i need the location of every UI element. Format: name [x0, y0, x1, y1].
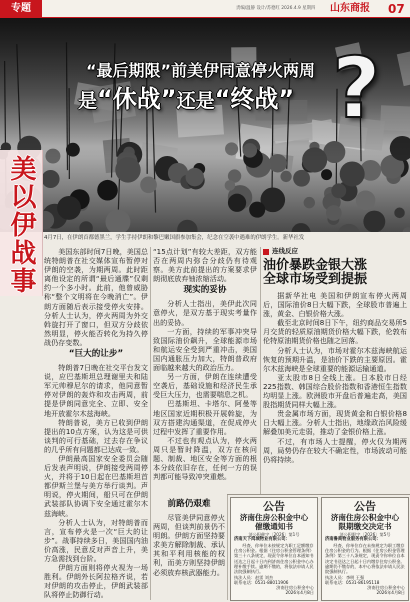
article-paragraph: 伊朗方面则将停火视为一场胜利。伊朗外长阿拉格齐说，若对伊朗的攻击停止，伊朗武装部队将停止防御行动。: [44, 563, 148, 599]
notice-contact: 执法人员：李明 王强: [325, 574, 365, 580]
notice-addressee: 济南鲁商物业服务有限公司：: [325, 537, 381, 543]
photo-crowd-shape: [186, 168, 204, 186]
sidebar-paragraph: 不过，有市场人士提醒，停火仅为期两周，局势仍存在较大不确定性，市场波动可能仍将持续。: [263, 436, 407, 464]
series-banner: [0, 150, 43, 296]
photo-crowd-shape: [280, 171, 291, 182]
notice-body: 经查，你单位未按规定为职工足额缴存住房公积金。根据《住房公积金管理条例》第三十八条规定，现责令你单位自本通知书送达之日起十日内到济南住房公积金中心办理补缴手续。逾期不缴的，将依法申请人民法院强制执行。: [234, 542, 314, 575]
photo-caption: 4月7日，在伊朗首都德黑兰，学生手持伊朗和黎巴嫩国旗参加集会，纪念在空袭中遇难的伊朗学生。新华社发: [44, 235, 305, 241]
photo-crowd-shape: [363, 211, 385, 232]
sidebar-paragraph: 亚太股市8日全线上涨。日本股市日经225指数、韩国综合股价指数和香港恒生指数均明显上涨。欧洲股市开盘后普遍走高，美国股指期货同样大幅上涨。: [263, 372, 407, 410]
headline-word-xiuzhan: “休战”: [97, 85, 177, 113]
article-paragraph-continued: “15点计划”有较大差距，双方能否在两周内弥合分歧仍有待观察。美方此前提出的方案要求伊朗彻底放弃铀浓缩活动。: [153, 247, 257, 284]
notice-number: 济公积催字〔2026〕第1号: [248, 531, 300, 537]
news-photo: [0, 18, 410, 232]
sidebar-paragraph: 据新华社电 美国和伊朗宣布停火两周后，国际油价8日大幅下跌，全球股市普遍上涨，黄金、白银价格大涨。: [263, 291, 407, 319]
photo-crowd-shape: [228, 194, 246, 212]
article-paragraph: 伊朗最高国家安全委员会随后发表声明说，伊朗接受两周停火，并将于10日起在巴基斯坦首都伊斯兰堡与美方举行谈判。声明说，停火期间，船只可在伊朗武装部队协调下安全通过霍尔木兹海峡。: [44, 453, 148, 518]
notice-deadline-decision: [321, 497, 409, 601]
photo-crowd-shape: [249, 202, 265, 218]
photo-crowd-shape: [42, 170, 60, 188]
article-paragraph: 巴基斯坦、卡塔尔、阿曼等地区国家近期积极开展斡旋，为双方搭建沟通渠道，在促成停火过程中发挥了重要作用。: [153, 399, 257, 436]
section-heading: 现实的妥协: [183, 285, 227, 296]
photo-crowd-shape: [140, 177, 157, 194]
article-intro: 美国东部时间7日晚，美国总统特朗普在社交媒体宣布暂停对伊朗的空袭，为期两周。此时距离他设定的所谓“最后通牒”仅剩约一个多小时。此前，他曾威胁称“整个文明将在今晚消亡”。伊朗方面随后表示接受停火安排。分析人士认为，停火两周为外交斡旋打开了窗口，但双方分歧依然明显，停火能否转化为持久停战仍存变数。: [44, 247, 148, 347]
column-divider: [227, 495, 228, 600]
notice-phone: 联系电话：0531-88011906: [234, 579, 289, 585]
column-divider: [260, 247, 261, 494]
article-paragraph: 分析人士指出，美伊此次同意停火，是双方基于现实考量作出的妥协。: [153, 299, 257, 327]
section-tab: 专题: [0, 0, 42, 17]
question-mark-graphic: ?: [332, 39, 381, 137]
article-paragraph: 不过也有观点认为，停火两周只是暂时降温，双方在核问题、制裁、地区安全等方面的根本分歧依旧存在，任何一方的误判都可能导致冲突重燃。: [153, 435, 257, 482]
photo-crowd-shape: [225, 180, 236, 191]
sidebar-paragraph: 截至北京时间8日下午，纽约商品交易所5月交货的轻质原油期货价格大幅下跌，伦敦布伦特原油期货价格也随之回落。: [263, 318, 407, 346]
notice-date: 2026年4月8日: [285, 590, 314, 596]
article-paragraph: 另一方面，伊朗在连续遭受空袭后，基础设施和经济民生承受巨大压力，也需要喘息之机。: [153, 372, 257, 400]
notice-divider: [227, 494, 410, 495]
sidebar-tag: 连线反应: [263, 247, 298, 256]
photo-crowd-shape: [394, 208, 405, 219]
photo-crowd-shape: [326, 205, 342, 221]
article-paragraph: 特朗普7日晚在社交平台发文说，应巴基斯坦总理谢里夫和陆军元帅穆尼尔的请求，他同意暂停对伊朗的轰炸和攻击两周，前提是伊朗同意完全、立即、安全地开放霍尔木兹海峡。: [44, 363, 148, 418]
article-paragraph: 尽管美伊同意停火两周，但谈判前景仍不明朗。伊朗方面坚持要求美方解除制裁、承认其和平利用核能的权利，而美方则坚持伊朗必须放弃核武器能力。: [153, 513, 225, 577]
article-column-2: [153, 247, 257, 493]
article-paragraph: 特朗普说，美方已收到伊朗提出的10点方案，认为这是可供谈判的可行基础，过去存在争议的几乎所有问题都已达成一致。: [44, 417, 148, 454]
notice-issuer: 济南住房公积金中心: [330, 513, 400, 522]
article-column-1: [44, 247, 148, 599]
sidebar-headline-1: 油价暴跌金银大涨: [263, 258, 368, 273]
sidebar-headline-2: 全球市场受到提振: [263, 272, 368, 287]
headline-word-zhongzhan: “终战”: [214, 85, 295, 113]
notice-title: 限期缴交决定书: [338, 522, 392, 532]
photo-crowd-shape: [97, 180, 118, 201]
notice-date: 2026年4月8日: [376, 590, 405, 596]
newspaper-name: 山东商报: [330, 3, 370, 14]
notice-issuer: 济南住房公积金中心: [239, 513, 309, 522]
section-heading: “巨大的让步”: [68, 349, 124, 360]
article-paragraph: 分析人士认为，对特朗普而言，宣布停火是一次“巨大的让步”。战事持续多日，美国国内油价高涨，民意反对声音上升，美方急需找到台阶。: [44, 517, 148, 563]
page-number: 07: [388, 2, 405, 16]
notice-collection: [230, 497, 318, 601]
editor-credits: 责编/温静 设计/苏德红 2026.4.9 星期四: [236, 6, 316, 11]
sidebar-paragraph: 分析人士认为，市场对霍尔木兹海峡航运恢复的预期升温，是油价下跌的主要原因。霍尔木兹海峡是全球重要的能源运输通道。: [263, 345, 407, 373]
notice-contact: 执法人员：赵雷 刘杰: [234, 574, 274, 580]
page-header: [0, 0, 410, 18]
article-column-2-lower: [153, 497, 225, 600]
photo-crowd-shape: [115, 157, 140, 182]
headline-line-1: “最后期限”前美伊同意停火两周: [86, 61, 316, 80]
photo-crowd-shape: [321, 169, 332, 180]
notice-number: 济公积限字〔2026〕第5号: [339, 531, 391, 537]
photo-crowd-shape: [356, 190, 376, 210]
column-divider: [150, 247, 151, 600]
article-paragraph: 一方面，持续的军事冲突导致国际油价飙升，全球能源市场和航运安全受到严重冲击，美国国内通胀压力加大，特朗普政府面临越来越大的政治压力。: [153, 326, 257, 373]
notice-label: 公告: [263, 500, 285, 513]
headline-word-shi: 是: [78, 90, 98, 112]
related-report-sidebar: [263, 246, 407, 494]
headline-line-2: [78, 85, 294, 115]
photo-crowd-shape: [331, 183, 346, 198]
notice-title: 催缴通知书: [255, 522, 293, 532]
photo-crowd-shape: [340, 161, 365, 186]
notice-body: 经查，你单位存在未按规定为职工缴存住房公积金的行为。根据《住房公积金管理条例》第三十八条规定，现责令你单位自本决定书送达之日起十日内缴存住房公积金。逾期仍不缴存的，本中心将依法申请人民法院强制执行。: [325, 542, 405, 575]
notice-signature: 济南住房公积金中心: [276, 585, 314, 591]
notice-phone: 联系电话：0531-86195118: [325, 579, 380, 585]
notice-addressee: 济南天下鸿城物业有限公司：: [234, 537, 290, 543]
photo-crowd-shape: [293, 170, 310, 187]
sidebar-paragraph: 贵金属市场方面，现货黄金和白银价格8日大幅上涨。分析人士指出，地缘政治风险缓解叠加美元走弱，推动了金银价格上涨。: [263, 409, 407, 437]
series-title: 美以伊战事: [6, 155, 36, 295]
section-heading: 前路仍艰难: [167, 499, 211, 509]
photo-crowd-shape: [304, 197, 315, 208]
photo-crowd-shape: [57, 196, 81, 220]
notice-signature: 济南住房公积金中心: [367, 585, 405, 591]
notice-label: 公告: [354, 500, 376, 513]
headline-word-haishi: 还是: [176, 90, 215, 112]
